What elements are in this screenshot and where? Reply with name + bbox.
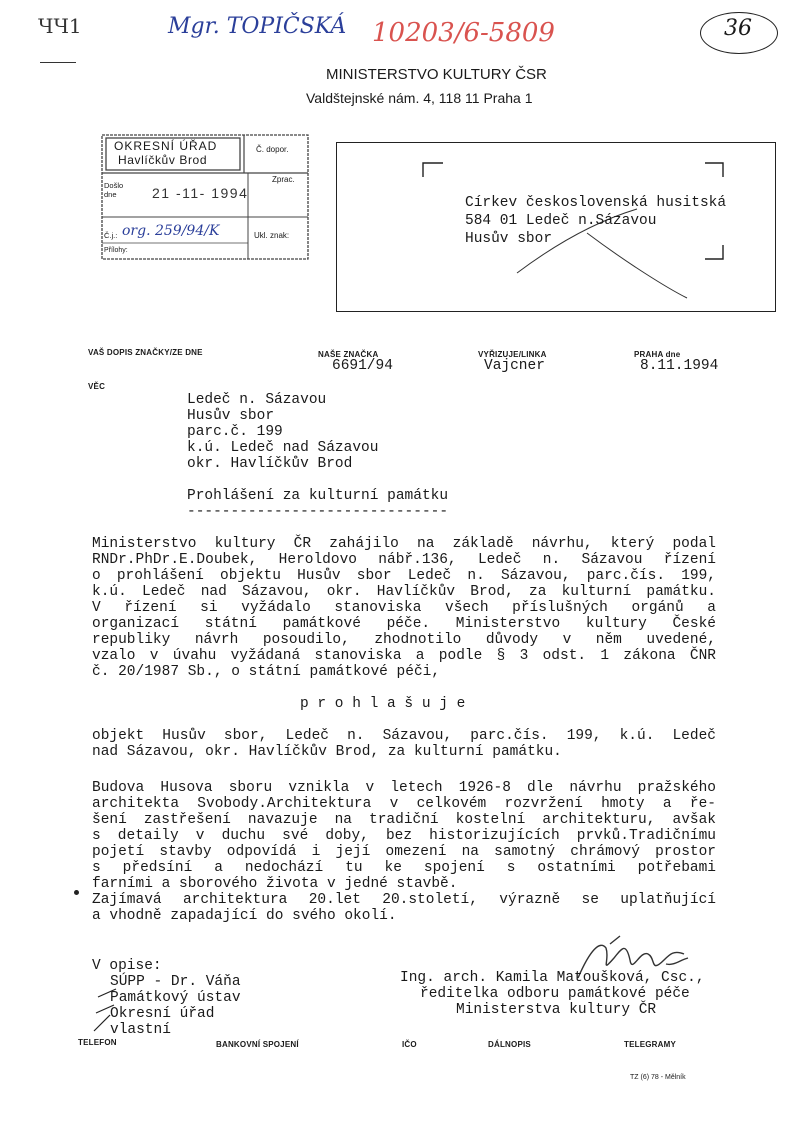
registry-stamp [98,133,312,261]
stamp-cj-label: Č.j.: [104,231,118,240]
copies-label: V opise: [92,958,162,974]
subject-line: k.ú. Ledeč nad Sázavou [187,440,379,456]
stamp-office-line2: Havlíčkův Brod [118,153,208,167]
body-paragraph-4-last: a vhodně zapadající do svého okolí. [92,908,397,924]
subject-title: Prohlášení za kulturní památku [187,488,449,504]
footer-ico: IČO [402,1040,417,1049]
subject-label: VĚC [88,382,106,391]
handwritten-reference: 10203/6-5809 [372,18,555,48]
body-line: organizací státní památkové péče. Ministerstvo kultury České [92,616,716,632]
recipient-line2: 584 01 Ledeč n.Sázavou [465,213,657,229]
our-ref-label: NAŠE ZNAČKA [318,350,379,359]
signatory-ministry: Ministerstva kultury ČR [456,1002,657,1018]
body-line: republiky návrh posoudilo, zhodnotilo důvody v něm uvedené, [92,632,716,648]
footer-dalnopis: DÁLNOPIS [488,1040,531,1049]
body-line: k.ú. Ledeč nad Sázavou, okr. Havlíčkův Brod, za kulturní památku. [92,584,716,600]
body-line: Budova Husova sboru vznikla v letech 1926-8 dle návrhu pražského [92,780,716,796]
body-line: šení zastřešení navazuje na tradiční kostelní architekturu, avšak [92,812,716,828]
declares-heading: p r o h l a š u j e [300,696,466,712]
stamp-date: 21 -11- 1994 [152,185,249,201]
copies-item: Památkový ústav [110,990,241,1006]
recipient-line3: Husův sbor [465,231,553,247]
copies-item: SÚPP - Dr. Váňa [110,974,241,990]
praha-date-label: PRAHA dne [634,350,681,359]
subject-line: Husův sbor [187,408,275,424]
margin-dot [74,890,79,895]
body-line: objekt Husův sbor, Ledeč n. Sázavou, parc.čís. 199, k.ú. Ledeč [92,728,716,744]
subject-underline: ------------------------------ [187,504,449,520]
body-line: o prohlášení objektu Husův sbor Ledeč n. Sázavou, parc.čís. 199, [92,568,716,584]
copies-item: vlastní [110,1022,171,1038]
copies-handwritten-marks [88,985,128,1035]
sheet-number: 36 [724,16,752,41]
stamp-zprac-label: Zprac. [272,175,295,184]
copies-item: Okresní úřad [110,1006,215,1022]
subject-line: Ledeč n. Sázavou [187,392,327,408]
recipient-line1: Církev československá husitská [465,195,727,211]
handwritten-name: Mgr. TOPIČSKÁ [168,14,347,39]
body-paragraph-2-last: nad Sázavou, okr. Havlíčkův Brod, za kulturní památku. [92,744,562,760]
body-line: pojetí stavby odpovídá i její omezení na samotný chrámový prostor [92,844,716,860]
body-line: vzalo v úvahu vyžádaná stanoviska a podle § 3 odst. 1 zákona ČNR [92,648,716,664]
handled-by-label: VYŘIZUJE/LINKA [478,350,547,359]
body-line: RNDr.PhDr.E.Doubek, Heroldovo nábř.136, Ledeč n. Sázavou řízení [92,552,716,568]
body-paragraph-1-last: č. 20/1987 Sb., o státní památkové péči, [92,664,441,680]
subject-line: okr. Havlíčkův Brod [187,456,353,472]
your-letter-label: VAŠ DOPIS ZNAČKY/ZE DNE [88,348,203,357]
address-window [336,142,776,312]
body-line: s detaily v duchu své doby, bez historizujících prvků.Tradičnímu [92,828,716,844]
stamp-doslo-label: Došlo dne [104,181,124,199]
footer-bank: BANKOVNÍ SPOJENÍ [216,1040,299,1049]
signatory-title: ředitelka odboru památkové péče [420,986,690,1002]
handled-by-value: Vajcner [484,358,545,374]
body-line: architekta Svobody.Architektura v celkovém rozvržení hmoty a ře- [92,796,716,812]
body-line: Zajímavá architektura 20.let 20.století, výrazně se uplatňující [92,892,716,908]
print-code: TZ (6) 78 - Mělník [630,1074,686,1081]
letter-date: 8.11.1994 [640,358,719,374]
ministry-address: Valdštejnské nám. 4, 118 11 Praha 1 [306,90,533,106]
body-line: Ministerstvo kultury ČR zahájilo na základě návrhu, který podal [92,536,716,552]
stamp-ukl-label: Ukl. znak: [254,231,290,240]
signatory-name: Ing. arch. Kamila Matoušková, Csc., [400,970,705,986]
handwritten-underline [40,62,76,63]
stamp-prilohy-label: Přílohy: [104,247,128,254]
handwritten-mark: ЧЧ1 [38,14,82,38]
body-line: s předsíní a nedochází tu ke spojení s ostatními potřebami [92,860,716,876]
stamp-cj-value: org. 259/94/K [122,223,220,239]
stamp-c-dopor-label: Č. dopor. [256,145,289,154]
footer-telegramy: TELEGRAMY [624,1040,677,1049]
body-line: V řízení si vyžádalo stanoviska všech příslušných orgánů a [92,600,716,616]
ministry-name: MINISTERSTVO KULTURY ČSR [326,66,547,83]
subject-line: parc.č. 199 [187,424,283,440]
our-ref-value: 6691/94 [332,358,393,374]
footer-telefon: TELEFON [78,1038,117,1047]
stamp-office-line1: OKRESNÍ ÚŘAD [114,139,218,153]
body-paragraph-3-last: farními a sborového života v jedné stavbě. [92,876,458,892]
